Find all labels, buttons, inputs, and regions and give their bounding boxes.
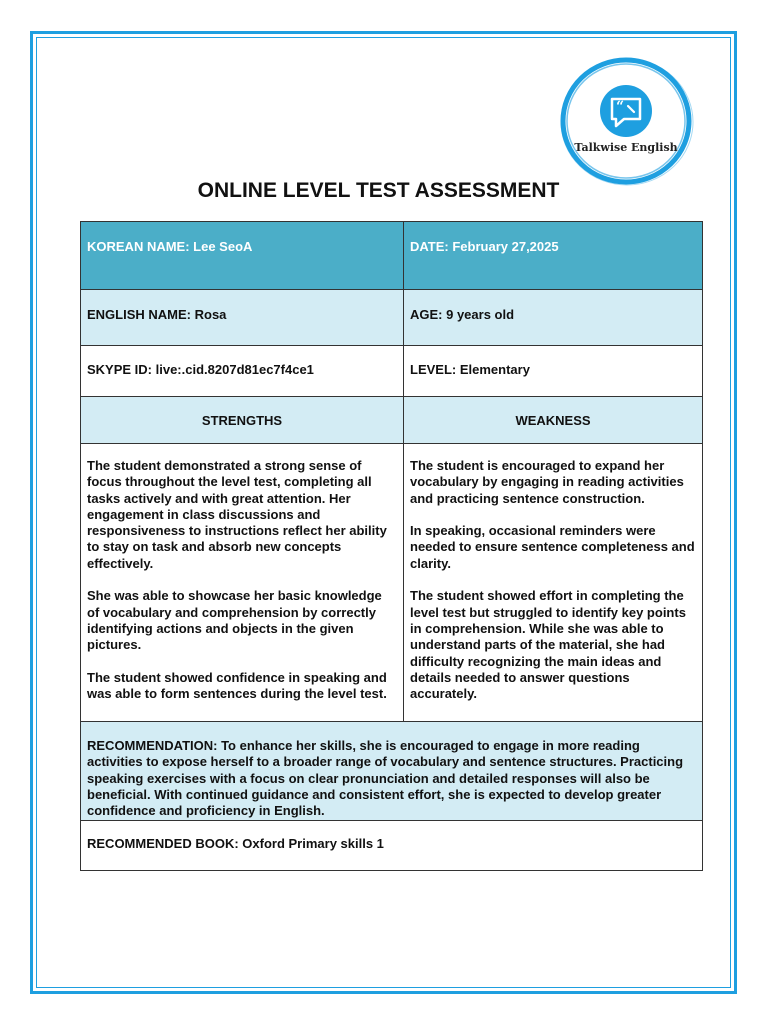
weakness-paragraph: The student showed effort in completing the level test but struggled to identify key points in comprehension. While she was able to understand parts of the material, she had difficulty recognizing the main ideas and details needed to answer questions accurately. [410,588,686,702]
korean-name-cell: KOREAN NAME: Lee SeoA [81,222,404,290]
age-cell: AGE: 9 years old [404,290,703,346]
page-title: ONLINE LEVEL TEST ASSESSMENT [197,179,560,202]
table-row [81,821,703,871]
strengths-header: STRENGTHS [81,397,404,444]
table-row [81,222,703,290]
table-row [81,444,703,722]
assessment-table [80,221,703,871]
table-row [81,397,703,444]
table-row [81,346,703,397]
logo-text: Talkwise English [574,141,678,154]
skype-id-cell: SKYPE ID: live:.cid.8207d81ec7f4ce1 [81,346,404,397]
strengths-paragraph: She was able to showcase her basic knowledge of vocabulary and comprehension by correctly identifying actions and objects in the given pictures. [87,588,382,653]
strengths-cell [81,444,404,722]
table-row [81,290,703,346]
weakness-header: WEAKNESS [404,397,703,444]
recommended-book-cell: RECOMMENDED BOOK: Oxford Primary skills 1 [81,821,703,871]
weakness-paragraph: The student is encouraged to expand her vocabulary by engaging in reading activities and practicing sentence construction. [410,458,684,506]
svg-text:“: “ [616,99,625,115]
recommendation-cell: RECOMMENDATION: To enhance her skills, she is encouraged to engage in more reading activities to expose herself to a broader range of vocabulary and sentence structures. Practicing speaking exercises with a focus on clear pronunciation and detailed responses will also be beneficial. With continued guidance and consistent effort, she is expected to develop greater confidence and proficiency in English. [81,722,703,821]
weakness-paragraph: In speaking, occasional reminders were needed to ensure sentence completeness and clarity. [410,523,695,571]
talkwise-logo [557,54,695,188]
strengths-paragraph: The student showed confidence in speaking and was able to form sentences during the level test. [87,669,387,702]
date-cell: DATE: February 27,2025 [404,222,703,290]
logo-ring-icon [557,54,695,188]
weakness-cell [404,444,703,722]
table-row [81,722,703,821]
strengths-paragraph: The student demonstrated a strong sense of focus throughout the level test, completing all tasks actively and with great attention. Her engagement in class discussions and responsiveness to instructions reflect her ability to stay on task and absorb new concepts effectively. [87,458,387,571]
english-name-cell: ENGLISH NAME: Rosa [81,290,404,346]
level-cell: LEVEL: Elementary [404,346,703,397]
